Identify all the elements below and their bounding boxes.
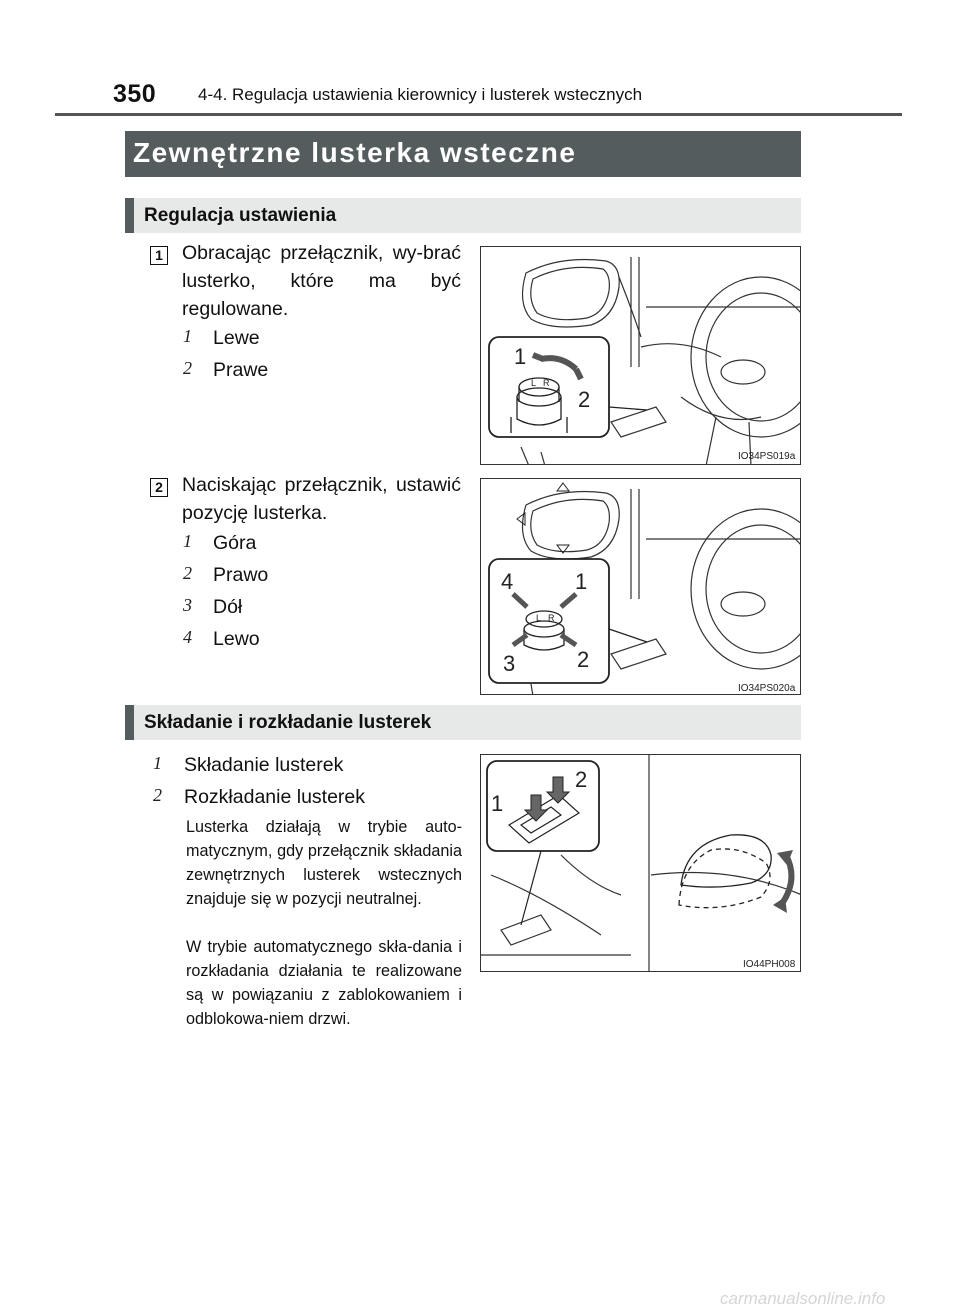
header-rule	[55, 113, 902, 116]
switch-label-right: R	[548, 613, 555, 623]
section-heading-adjust: Regulacja ustawienia	[125, 198, 801, 233]
callout-1: 1	[514, 344, 527, 369]
item-number: 2	[183, 358, 192, 378]
item-label-left: Lewo	[213, 628, 260, 650]
figure-mirror-fold	[480, 754, 801, 972]
callout-2: 2	[578, 387, 591, 412]
callout-2: 2	[575, 767, 588, 792]
step2-text: Naciskając przełącznik, ustawić pozycję lusterka.	[182, 474, 461, 524]
mirror-adjust-illustration	[481, 479, 801, 695]
item-number: 1	[183, 531, 192, 551]
callout-2: 2	[577, 647, 590, 672]
running-header: 4-4. Regulacja ustawienia kierownicy i lusterek wstecznych	[198, 85, 643, 104]
item-number: 2	[153, 785, 162, 805]
callout-4: 4	[501, 569, 514, 594]
item-number: 3	[183, 595, 192, 615]
item-label-right: Prawe	[213, 359, 269, 381]
figure-mirror-adjust	[480, 478, 801, 695]
callout-3: 3	[503, 651, 516, 676]
page-title: Zewnętrzne lusterka wsteczne	[125, 131, 801, 177]
callout-1: 1	[575, 569, 588, 594]
page-number: 350	[113, 80, 157, 108]
item-number: 1	[183, 326, 192, 346]
mirror-select-illustration	[481, 247, 801, 465]
watermark: carmanualsonline.info	[720, 1289, 886, 1308]
step-number-1: 1	[150, 246, 168, 265]
item-label-up: Góra	[213, 532, 257, 554]
callout-1: 1	[491, 791, 504, 816]
section-heading-folding: Składanie i rozkładanie lusterek	[125, 705, 801, 740]
note-automatic-mode: Lusterka działają w trybie auto-matycznym, gdy przełącznik składania zewnętrznych lusterek wstecznych znajduje się w pozycji neutralnej.	[186, 818, 462, 908]
step-number-2: 2	[150, 478, 168, 497]
figure-code: IO34PS020a	[738, 683, 796, 694]
item-number: 1	[153, 753, 162, 773]
note-lock-link: W trybie automatycznego skła-dania i rozkładania działania te realizowane są w powiązaniu z zablokowaniem i odblokowa-niem drzwi.	[186, 938, 462, 1028]
switch-label-left: L	[531, 378, 537, 388]
figure-code: IO34PS019a	[738, 451, 796, 462]
switch-label-left: L	[536, 613, 542, 623]
item-number: 2	[183, 563, 192, 583]
figure-mirror-select	[480, 246, 801, 465]
item-label-right: Prawo	[213, 564, 269, 586]
switch-label-right: R	[543, 378, 550, 388]
step1-text: Obracając przełącznik, wy-brać lusterko, które ma być regulowane.	[182, 242, 461, 320]
item-label-unfold: Rozkładanie lusterek	[184, 786, 366, 808]
mirror-fold-illustration	[481, 755, 801, 972]
item-label-fold: Składanie lusterek	[184, 754, 344, 776]
item-number: 4	[183, 627, 192, 647]
figure-code: IO44PH008	[743, 959, 796, 970]
item-label-down: Dół	[213, 596, 243, 618]
item-label-left: Lewe	[213, 327, 260, 349]
